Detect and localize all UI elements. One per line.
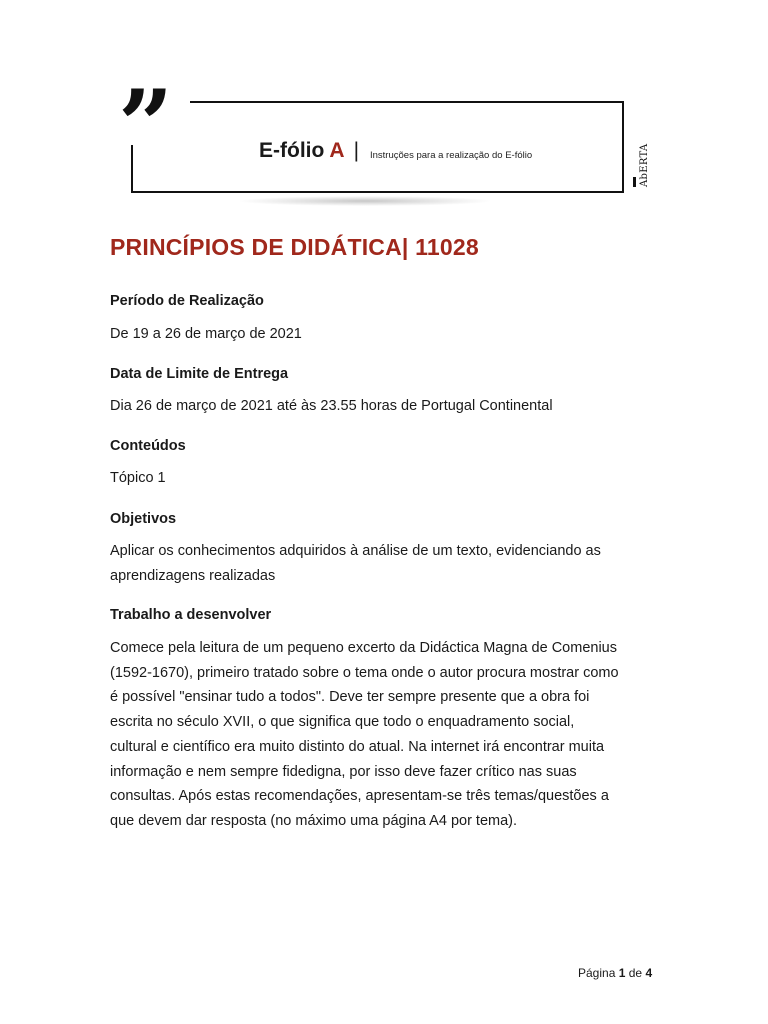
paragraph-line: escrita no século XVII, o que significa que todo o enquadramento social, <box>110 714 575 731</box>
logo-text: AbERTA <box>639 143 650 187</box>
document-title: PRINCÍPIOS DE DIDÁTICA| 11028 <box>110 234 479 260</box>
banner-title <box>259 139 359 163</box>
banner-subtitle: Instruções para a realização do E-fólio <box>370 150 533 161</box>
section-paragraph-objectives <box>110 539 670 588</box>
section-heading-work: Trabalho a desenvolver <box>110 607 272 623</box>
section-paragraph-work <box>110 636 670 834</box>
document-banner <box>0 0 768 215</box>
banner-frame-bottom <box>131 191 624 193</box>
paragraph-line: cultural e científico era muito distinto do atual. Na internet irá encontrar muita <box>110 738 605 755</box>
section-heading-period: Período de Realização <box>110 293 264 309</box>
banner-title-accent: A <box>329 139 344 162</box>
paragraph-line: que devem dar resposta (no máximo uma página A4 por tema). <box>110 812 518 829</box>
page-of: de <box>628 966 643 980</box>
banner-title-prefix: E-fólio <box>259 139 325 162</box>
university-logo <box>630 128 650 192</box>
page-number <box>578 966 652 980</box>
paragraph-line: é possível "ensinar tudo a todos". Deve ter sempre presente que a obra foi <box>110 689 590 706</box>
page-label: Página <box>578 966 616 980</box>
section-text-period: De 19 a 26 de março de 2021 <box>110 326 302 342</box>
banner-shadow <box>240 196 490 206</box>
paragraph-line: Aplicar os conhecimentos adquiridos à análise de um texto, evidenciando as <box>110 543 601 559</box>
logo-bar-icon <box>633 177 636 187</box>
quotation-mark-icon: ” <box>118 69 168 182</box>
banner-frame-top <box>190 101 624 103</box>
banner-frame-left <box>131 145 133 193</box>
page-total: 4 <box>645 966 653 980</box>
section-heading-contents: Conteúdos <box>110 438 186 454</box>
paragraph-line: (1592-1670), primeiro tratado sobre o tema onde o autor procura mostrar como <box>110 664 619 681</box>
paragraph-line: Comece pela leitura de um pequeno excerto da Didáctica Magna de Comenius <box>110 640 617 656</box>
section-text-deadline: Dia 26 de março de 2021 até às 23.55 horas de Portugal Continental <box>110 398 553 414</box>
paragraph-line: informação e nem sempre fidedigna, por isso deve fazer crítico nas suas <box>110 763 577 780</box>
section-text-contents: Tópico 1 <box>110 470 166 486</box>
banner-title-separator: | <box>353 139 360 162</box>
page-current: 1 <box>618 966 626 980</box>
section-heading-objectives: Objetivos <box>110 511 177 527</box>
paragraph-line: aprendizagens realizadas <box>110 567 276 584</box>
banner-frame-right <box>622 101 624 193</box>
section-heading-deadline: Data de Limite de Entrega <box>110 366 289 382</box>
paragraph-line: consultas. Após estas recomendações, apresentam-se três temas/questões a <box>110 788 609 805</box>
